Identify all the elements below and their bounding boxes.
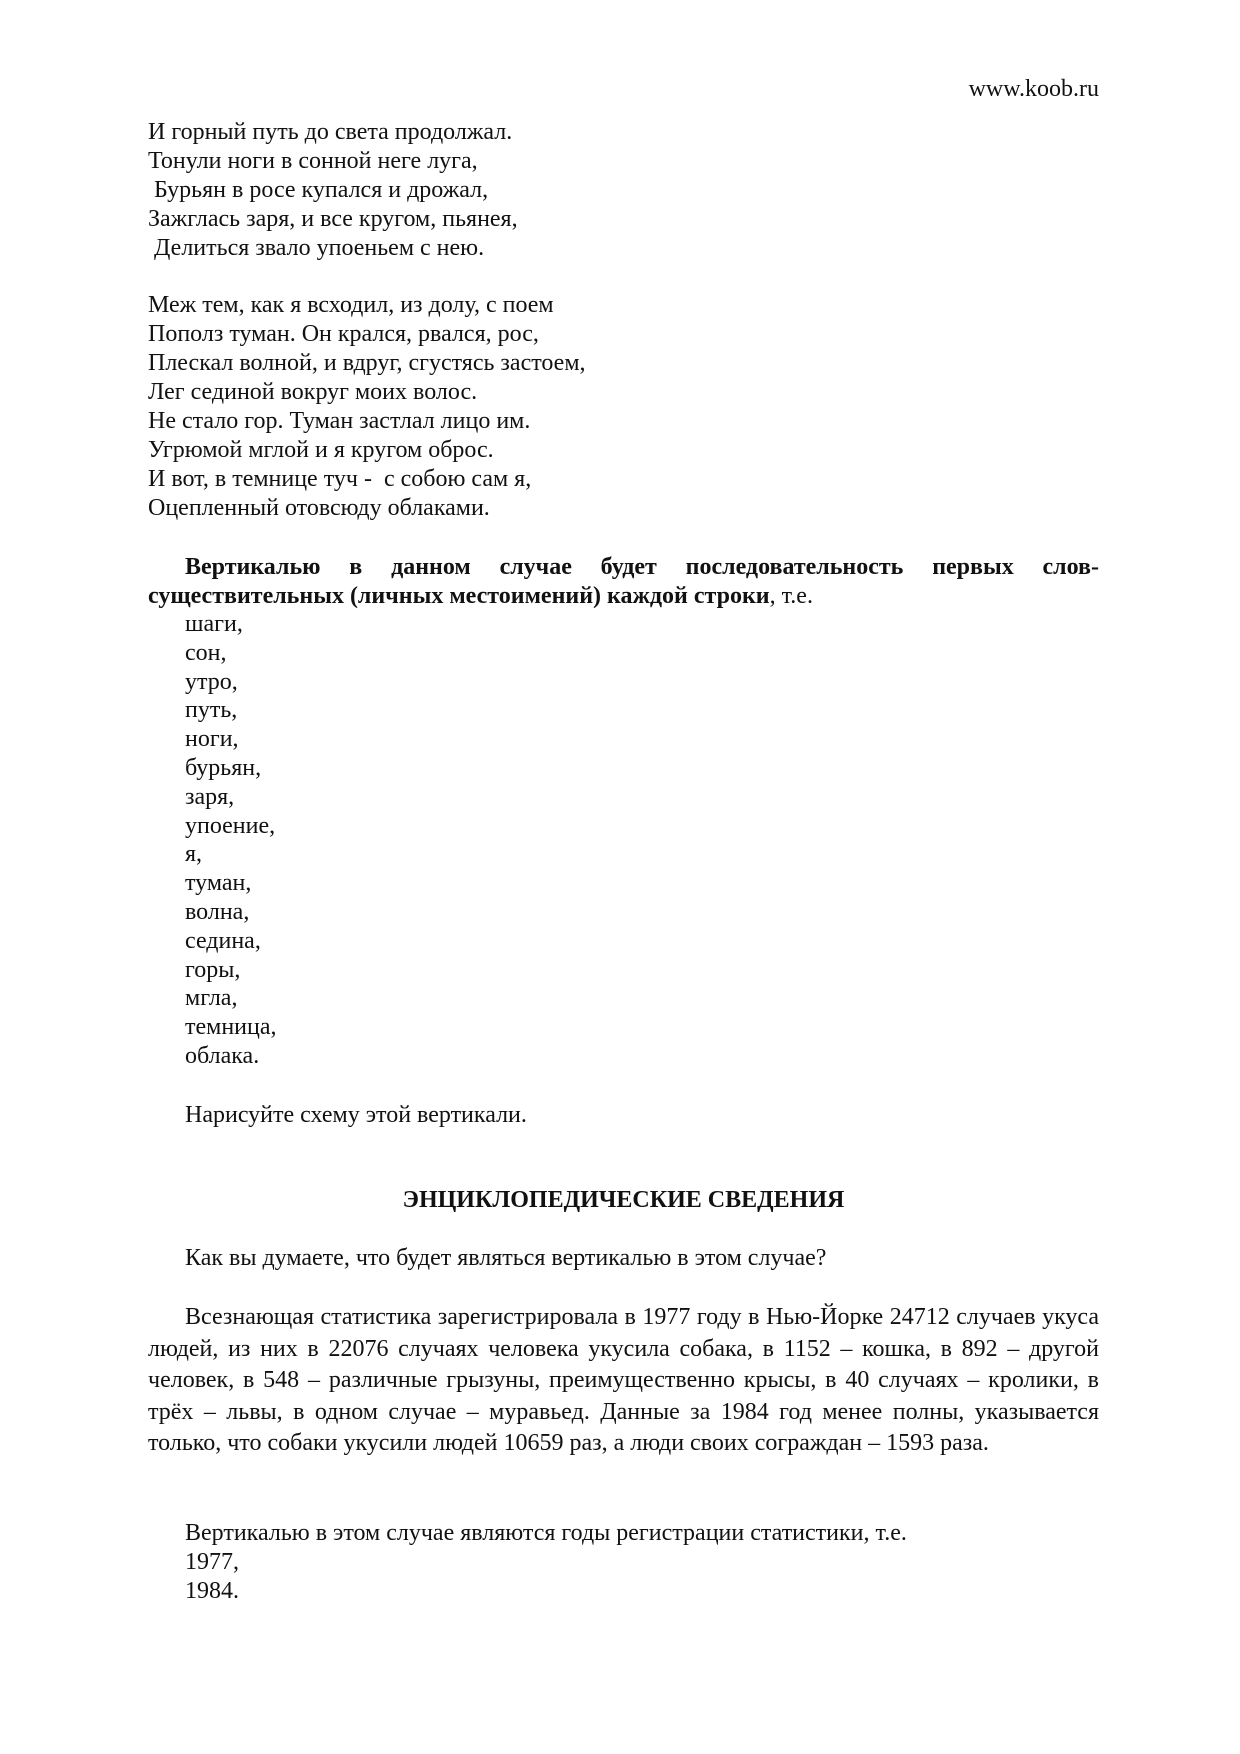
answer-year: 1984. — [185, 1578, 239, 1604]
word-list — [185, 610, 1136, 1071]
list-item: утро, — [185, 668, 238, 695]
vertical-intro-paragraph — [148, 553, 1099, 611]
poem-line: Плескал волной, и вдруг, сгустясь застоем, — [148, 350, 586, 376]
site-header: www.koob.ru — [968, 76, 1099, 102]
poem-line: Не стало гор. Туман застлал лицо им. — [148, 408, 531, 434]
answer-year: 1977, — [185, 1549, 239, 1575]
poem-line: Меж тем, как я всходил, из долу, с поем — [148, 292, 554, 318]
list-item: заря, — [185, 783, 235, 810]
list-item: я, — [185, 841, 203, 868]
list-item: темница, — [185, 1014, 277, 1041]
statistics-paragraph: Всезнающая статистика зарегистрировала в 1977 году в Нью-Йорке 24712 случаев укуса людей, из них в 22076 случаях человека укусила собака, в 1152 – кошка, в 892 – другой человек, в 548 – различные грызуны, преимущественно крысы, в 40 случаях – кролики, в трёх – львы, в одном случае – муравьед. Данные за 1984 год менее полны, указывается только, что собаки укусили людей 10659 раз, а люди своих сограждан – 1593 раза. — [148, 1304, 1099, 1457]
poem-line: И вот, в темнице туч - с собою сам я, — [148, 466, 532, 492]
list-item: ноги, — [185, 726, 239, 753]
list-item: волна, — [185, 898, 250, 925]
list-item: туман, — [185, 870, 252, 897]
vertical-intro-tail: , т.е. — [769, 583, 813, 609]
poem-line: Лег сединой вокруг моих волос. — [148, 379, 478, 405]
poem-stanza-1 — [148, 118, 1099, 263]
list-item: облака. — [185, 1042, 260, 1069]
poem-stanza-2 — [148, 291, 1099, 523]
list-item: сон, — [185, 639, 227, 666]
list-item: шаги, — [185, 611, 243, 637]
list-item: мгла, — [185, 985, 238, 1012]
vertical-intro-bold: Вертикалью в данном случае будет последовательность первых слов-существительных (личных местоимений) каждой строки — [148, 554, 1099, 609]
answer-block — [185, 1519, 1136, 1606]
section-heading: ЭНЦИКЛОПЕДИЧЕСКИЕ СВЕДЕНИЯ — [402, 1187, 845, 1213]
answer-intro: Вертикалью в этом случае являются годы регистрации статистики, т.е. — [185, 1520, 907, 1546]
poem-line: И горный путь до света продолжал. — [148, 119, 513, 145]
poem-line: Оцепленный отовсюду облаками. — [148, 495, 490, 521]
poem-line: Пополз туман. Он крался, рвался, рос, — [148, 321, 539, 347]
list-item: бурьян, — [185, 754, 262, 781]
poem-line: Делиться звало упоеньем с нею. — [148, 235, 485, 261]
list-item: седина, — [185, 927, 261, 954]
poem-line: Угрюмой мглой и я кругом оброс. — [148, 437, 494, 463]
list-item: упоение, — [185, 812, 276, 839]
poem-line: Зажглась заря, и все кругом, пьянея, — [148, 206, 518, 232]
list-item: путь, — [185, 697, 238, 724]
poem-line: Тонули ноги в сонной неге луга, — [148, 148, 478, 174]
list-item: горы, — [185, 956, 241, 983]
question-text: Как вы думаете, что будет являться вертикалью в этом случае? — [185, 1245, 827, 1271]
task-text: Нарисуйте схему этой вертикали. — [185, 1102, 527, 1128]
poem-line: Бурьян в росе купался и дрожал, — [148, 177, 489, 203]
